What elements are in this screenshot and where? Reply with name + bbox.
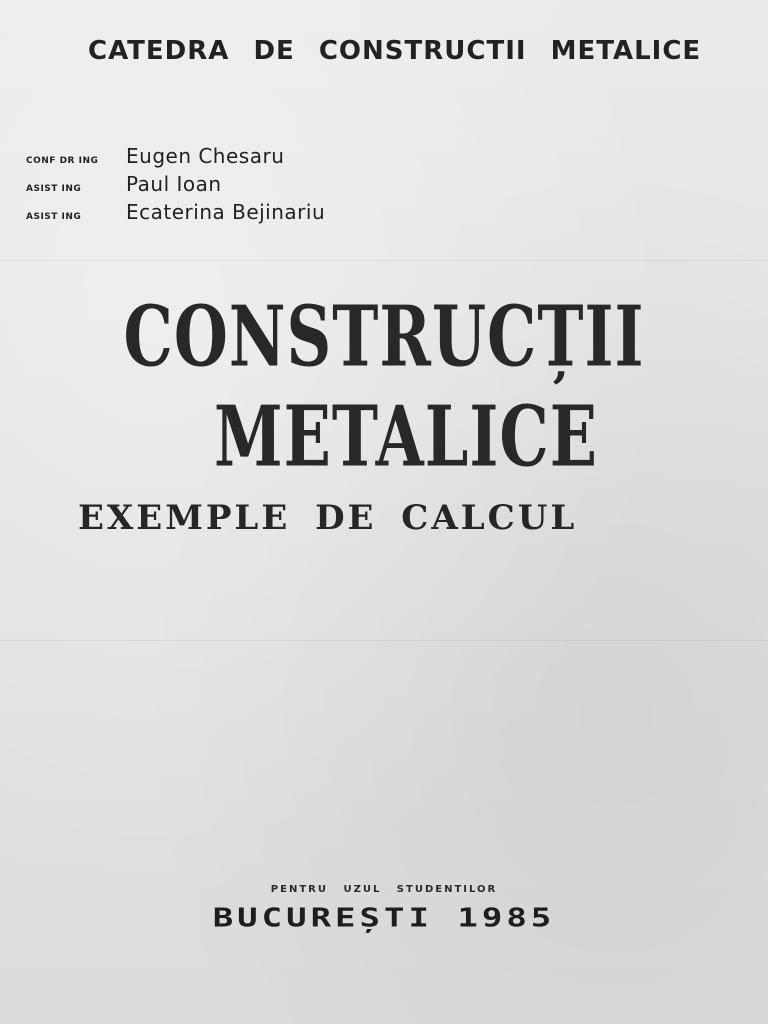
author-entry <box>26 172 325 200</box>
author-title: ASIST ING <box>26 184 82 194</box>
book-title-line-2: METALICE <box>214 387 598 486</box>
paper-crease <box>0 640 768 641</box>
author-entry <box>26 200 325 228</box>
author-list <box>26 144 325 228</box>
book-subtitle: EXEMPLE DE CALCUL <box>78 498 578 538</box>
author-name: Ecaterina Bejinariu <box>126 200 326 224</box>
author-title: CONF DR ING <box>26 156 99 166</box>
footer-place-year: BUCUREȘTI 1985 <box>212 903 556 933</box>
footer-note: PENTRU UZUL STUDENTILOR <box>270 884 498 895</box>
department-header: CATEDRA DE CONSTRUCTII METALICE <box>88 36 702 66</box>
author-title: ASIST ING <box>26 212 82 222</box>
book-title-line-1: CONSTRUCȚII <box>123 287 645 386</box>
author-name: Paul Ioan <box>126 172 222 196</box>
paper-crease <box>0 260 768 261</box>
author-entry <box>26 144 325 172</box>
author-name: Eugen Chesaru <box>126 144 285 168</box>
